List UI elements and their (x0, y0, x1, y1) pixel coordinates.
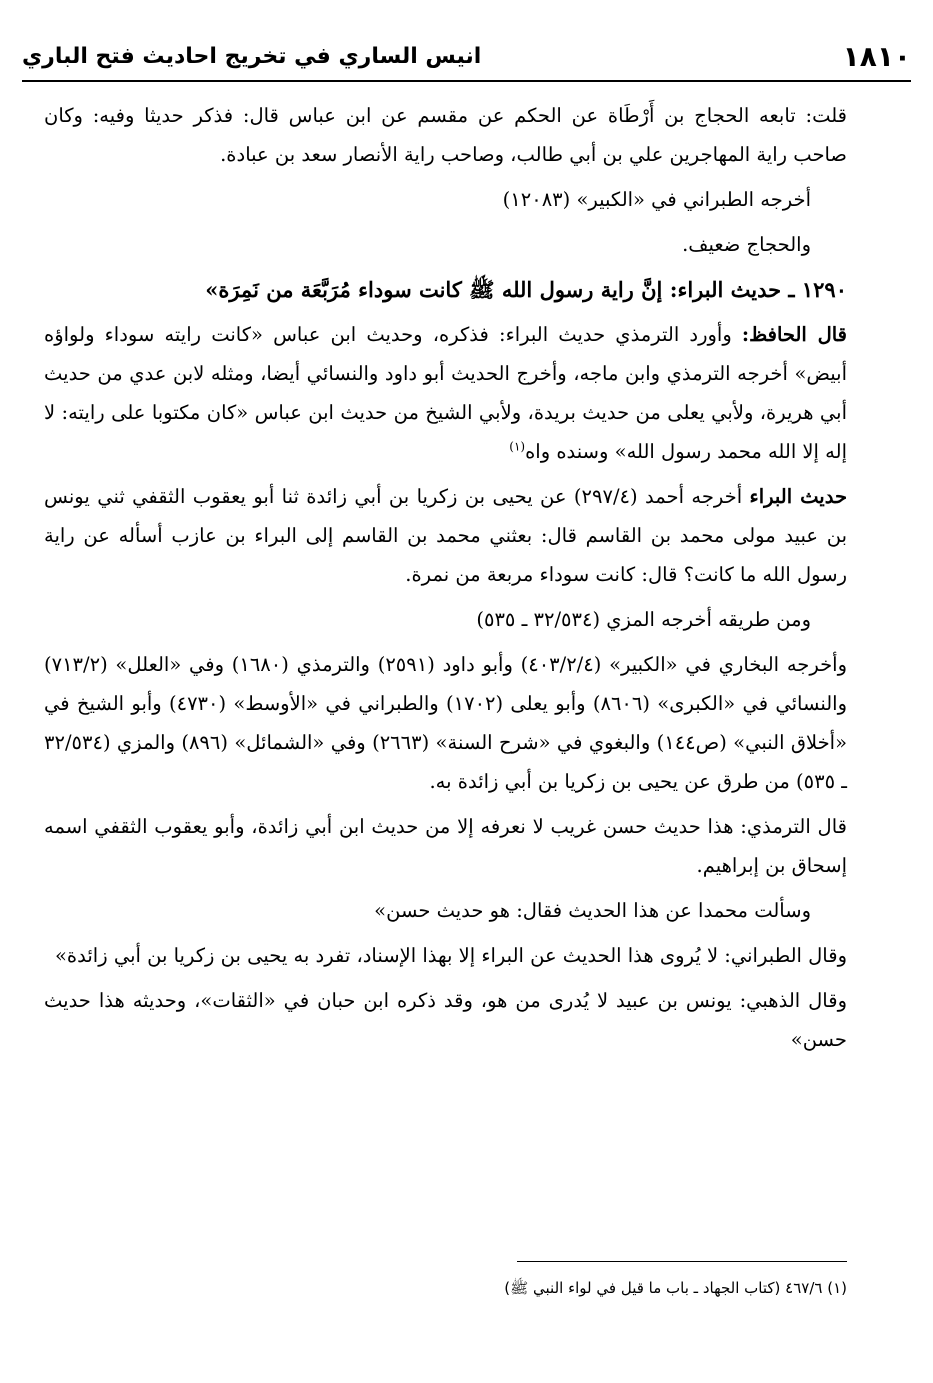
hadith-number: ١٢٩٠ ـ (788, 277, 847, 302)
bara-text: أخرجه أحمد (٢٩٧/٤) عن يحيى بن زكريا بن أبي زائدة ثنا أبو يعقوب الثقفي ثني يونس بن عبيد مولى محمد بن القاسم قال: بعثني محمد بن القاسم إلى البراء بن عازب أسأله عن راية رسول الله ما كانت؟ قال: كانت سوداء مربعة من نمرة. (44, 485, 847, 586)
hafiz-text: وأورد الترمذي حديث البراء: فذكره، وحديث ابن عباس «كانت رايته سوداء ولواؤه أبيض» أخرجه الترمذي وابن ماجه، وأخرج الحديث أبو داود والنسائي أيضا، ومثله لابن عدي من حديث أبي هريرة، ولأبي يعلى من حديث بريدة، ولأبي الشيخ من حديث ابن عباس «كان مكتوبا على رايته: لا إله إلا الله محمد رسول الله» وسنده واه (44, 323, 847, 463)
paragraph-mizzi: ومن طريقه أخرجه المزي (٣٢/٥٣٤ ـ ٥٣٥) (476, 608, 811, 631)
paragraph-tabarani-ref: أخرجه الطبراني في «الكبير» (١٢٠٨٣) (502, 188, 811, 211)
paragraph-tirmidhi: قال الترمذي: هذا حديث حسن غريب لا نعرفه إلا من حديث ابن أبي زائدة، وأبو يعقوب الثقفي اسمه إسحاق بن إبراهيم. (44, 815, 847, 877)
footnote-rule (517, 1261, 847, 1262)
paragraph-hafiz (44, 315, 847, 471)
paragraph-quote-tabaahu: قلت: تابعه الحجاج بن أَرْطَاة عن الحكم عن مقسم عن ابن عباس قال: فذكر حديثا وفيه: وكان صاحب راية المهاجرين علي بن أبي طالب، وصاحب راية الأنصار سعد بن عبادة. (44, 104, 847, 166)
paragraph-tabarani: وقال الطبراني: لا يُروى هذا الحديث عن البراء إلا بهذا الإسناد، تفرد به يحيى بن زكريا بن أبي زائدة» (54, 944, 847, 967)
footnote: (١) ٤٦٧/٦ (كتاب الجهاد ـ باب ما قيل في لواء النبي ﷺ) (504, 1279, 847, 1297)
page-header (22, 34, 911, 78)
hadith-title: حديث البراء: إنَّ راية رسول الله ﷺ كانت سوداء مُرَبَّعَة من نَمِرَة» (205, 277, 782, 302)
hafiz-label: قال الحافظ: (741, 323, 848, 346)
footnote-marker[interactable]: (١) (509, 439, 526, 454)
main-text (44, 96, 847, 1065)
hadith-heading (44, 270, 847, 309)
paragraph-hajjaj-weak: والحجاج ضعيف. (682, 233, 811, 256)
running-title: انيس الساري في تخريج احاديث فتح الباري (22, 43, 482, 69)
paragraph-muhammad: وسألت محمدا عن هذا الحديث فقال: هو حديث حسن» (374, 899, 811, 922)
page-number: ١٨١٠ (842, 39, 911, 73)
paragraph-takhrij: وأخرجه البخاري في «الكبير» (٤٠٣/٢/٤) وأبو داود (٢٥٩١) والترمذي (١٦٨٠) وفي «العلل» (٧١٣/٢) والنسائي في «الكبرى» (٨٦٠٦) وأبو يعلى (١٧٠٢) والطبراني في «الأوسط» (٤٧٣٠) وأبو الشيخ في «أخلاق النبي» (ص١٤٤) والبغوي في «شرح السنة» (٢٦٦٣) وفي «الشمائل» (٨٩٦) والمزي (٣٢/٥٣٤ ـ ٥٣٥) من طرق عن يحيى بن زكريا بن أبي زائدة به. (44, 653, 848, 793)
bara-label: حديث البراء (749, 485, 847, 508)
header-rule (22, 80, 911, 82)
paragraph-dhahabi: وقال الذهبي: يونس بن عبيد لا يُدرى من هو، وقد ذكره ابن حبان في «الثقات»، وحديثه هذا حديث حسن» (44, 989, 847, 1051)
paragraph-bara-hadith (44, 477, 847, 594)
